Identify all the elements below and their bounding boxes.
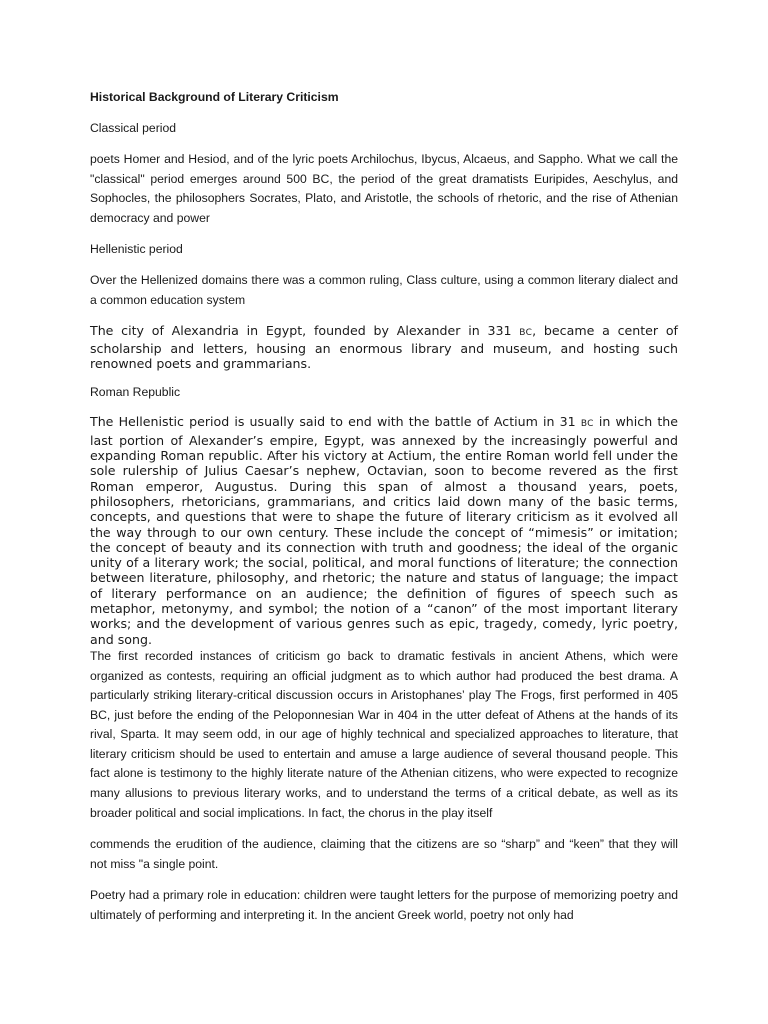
- paragraph-hellenistic-1: Over the Hellenized domains there was a common ruling, Class culture, using a common literary dialect and a common education system: [90, 273, 678, 307]
- paragraph-hellenistic-2: [90, 323, 678, 372]
- text-span: , became a center of scholarship and letters, housing an enormous library and museum, and hosting such renowned poets and grammarians.: [90, 322, 678, 372]
- document-title: Historical Background of Literary Criticism: [90, 90, 339, 104]
- text-span: The city of Alexandria in Egypt, founded by Alexander in 331: [90, 322, 520, 338]
- text-span: in which the last portion of Alexander’s empire, Egypt, was annexed by the increasingly powerful and expanding Roman republic. After his victory at Actium, the entire Roman world fell under the sole rulership of Julius Caesar’s nephew, Octavian, soon to become revered as the first Roman emperor, Augustus. During this span of almost a thousand years, poets, philosophers, rhetoricians, grammarians, and critics laid down many of the basic terms, concepts, and questions that were to shape the future of literary criticism as it evolved all the way through to our own century. These include the concept of “mimesis” or imitation; the concept of beauty and its connection with truth and goodness; the ideal of the organic unity of a literary work; the social, political, and moral functions of literature; the connection between literature, philosophy, and rhetoric; the nature and status of language; the impact of literary performance on an audience; the definition of figures of speech such as metaphor, metonymy, and symbol; the notion of a “canon” of the most important literary works; and the development of various genres such as epic, tragedy, comedy, lyric poetry, and song.: [90, 414, 678, 647]
- paragraph-roman-4: Poetry had a primary role in education: children were taught letters for the purpose of memorizing poetry and ultimately of performing and interpreting it. In the ancient Greek world, poetry not only had: [90, 888, 678, 923]
- paragraph-roman-2: The first recorded instances of criticism go back to dramatic festivals in ancient Athens, which were organized as contests, requiring an official judgment as to which author had produced the best drama. A particularly striking literary-critical discussion occurs in Aristophanes’ play The Frogs, first performed in 405 BC, just before the ending of the Peloponnesian War in 404 in the utter defeat of Athens at the hands of its rival, Sparta. It may seem odd, in our age of highly technical and specialized approaches to literature, that literary criticism should be used to entertain and amuse a large audience of several thousand people. This fact alone is testimony to the highly literate nature of the Athenian citizens, who were expected to recognize many allusions to previous literary works, and to understand the terms of a critical debate, as well as its broader political and social implications. In fact, the chorus in the play itself: [90, 648, 678, 820]
- era-abbrev: BC: [519, 327, 533, 338]
- era-abbrev: BC: [580, 419, 594, 430]
- paragraph-roman-3: commends the erudition of the audience, claiming that the citizens are so “sharp” and “keen” that they will not miss "a single point.: [90, 837, 678, 871]
- paragraph-roman-1: [90, 414, 678, 646]
- text-span: The Hellenistic period is usually said to end with the battle of Actium in 31: [90, 414, 581, 430]
- heading-classical-period: Classical period: [90, 121, 177, 135]
- heading-hellenistic-period: Hellenistic period: [90, 242, 183, 257]
- paragraph-classical: poets Homer and Hesiod, and of the lyric poets Archilochus, Ibycus, Alcaeus, and Sappho. What we call the "classical" period emerges around 500 BC, the period of the great dramatists Euripides, Aeschylus, and Sophocles, the philosophers Socrates, Plato, and Aristotle, the schools of rhetoric, and the rise of Athenian democracy and power: [90, 152, 678, 225]
- document-page: [90, 88, 678, 926]
- heading-roman-republic: Roman Republic: [90, 385, 181, 400]
